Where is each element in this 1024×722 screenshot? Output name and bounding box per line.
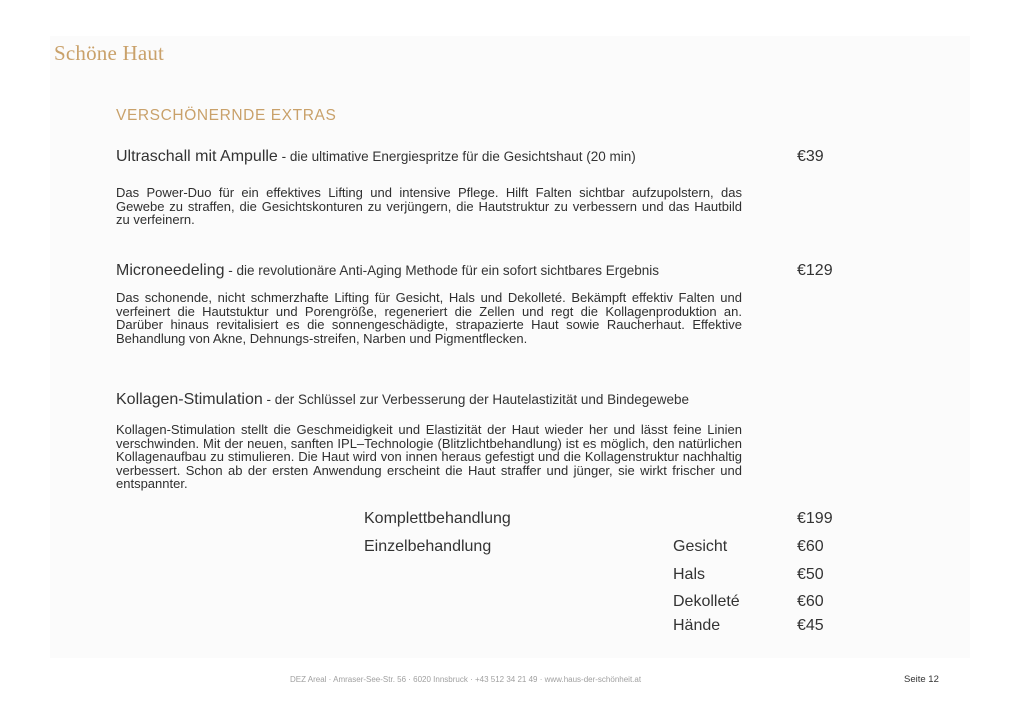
page-title: Schöne Haut [54,41,165,65]
service-name: Kollagen-Stimulation [116,391,263,408]
single-treatment-label: Einzelbehandlung [364,538,492,555]
service-heading-ultraschall [116,148,636,166]
service-subtitle: - die ultimative Energiespritze für die Gesichtshaut (20 min) [277,149,636,164]
full-treatment-price: €199 [797,510,833,527]
page-number: Seite 12 [904,674,939,685]
area-price-hals: €50 [797,566,824,583]
service-description: Kollagen-Stimulation stellt die Geschmeidigkeit und Elastizität der Haut wieder her und lässt feine Linien verschwinden. Mit der neuen, sanften IPL–Technologie (Blitzlichtbehandlung) ist es möglich, den natürlichen Kollagenaufbau zu stimulieren. Die Haut wird von innen heraus gefestigt und die Kollagenstruktur nachhaltig verbessert. Schon ab der ersten Anwendung erscheint die Haut straffer und jünger, sie wirkt frischer und entspannter. [116,422,742,491]
area-label-gesicht: Gesicht [673,538,728,555]
content-panel [50,36,970,658]
service-price: €129 [797,262,833,279]
area-price-haende: €45 [797,617,824,634]
area-price-gesicht: €60 [797,538,824,555]
area-price-dekollete: €60 [797,593,824,610]
service-heading-microneedeling [116,262,659,280]
section-title: VERSCHÖNERNDE EXTRAS [116,107,337,124]
service-price: €39 [797,148,824,165]
area-label-haende: Hände [673,617,721,634]
service-heading-kollagen [116,391,689,409]
service-name: Microneedeling [116,262,225,279]
service-subtitle: - die revolutionäre Anti-Aging Methode für ein sofort sichtbares Ergebnis [224,263,660,278]
service-subtitle: - der Schlüssel zur Verbesserung der Hautelastizität und Bindegewebe [262,392,689,407]
footer-address: DEZ Areal · Amraser-See-Str. 56 · 6020 Innsbruck · +43 512 34 21 49 · www.haus-der-schönheit.at [290,675,642,684]
full-treatment-label: Komplettbehandlung [364,510,511,527]
area-label-hals: Hals [673,566,706,583]
service-name: Ultraschall mit Ampulle [116,148,278,165]
area-label-dekollete: Dekolleté [673,593,740,610]
service-description: Das Power-Duo für ein effektives Lifting und intensive Pflege. Hilft Falten sichtbar aufzupolstern, das Gewebe zu straffen, die Gesichtskonturen zu verjüngern, die Hautstruktur zu verbessern und das Hautbild zu verfeinern. [116,185,742,227]
service-description: Das schonende, nicht schmerzhafte Lifting für Gesicht, Hals und Dekolleté. Bekämpft effektiv Falten und verfeinert die Hautstuktur und Porengröße, regeneriert die Zellen und regt die Kollagenproduktion an. Darüber hinaus revitalisiert es die sonnengeschädigte, strapazierte Haut sowie Raucherhaut. Effektive Behandlung von Akne, Dehnungs-streifen, Narben und Pigmentflecken. [116,290,742,346]
